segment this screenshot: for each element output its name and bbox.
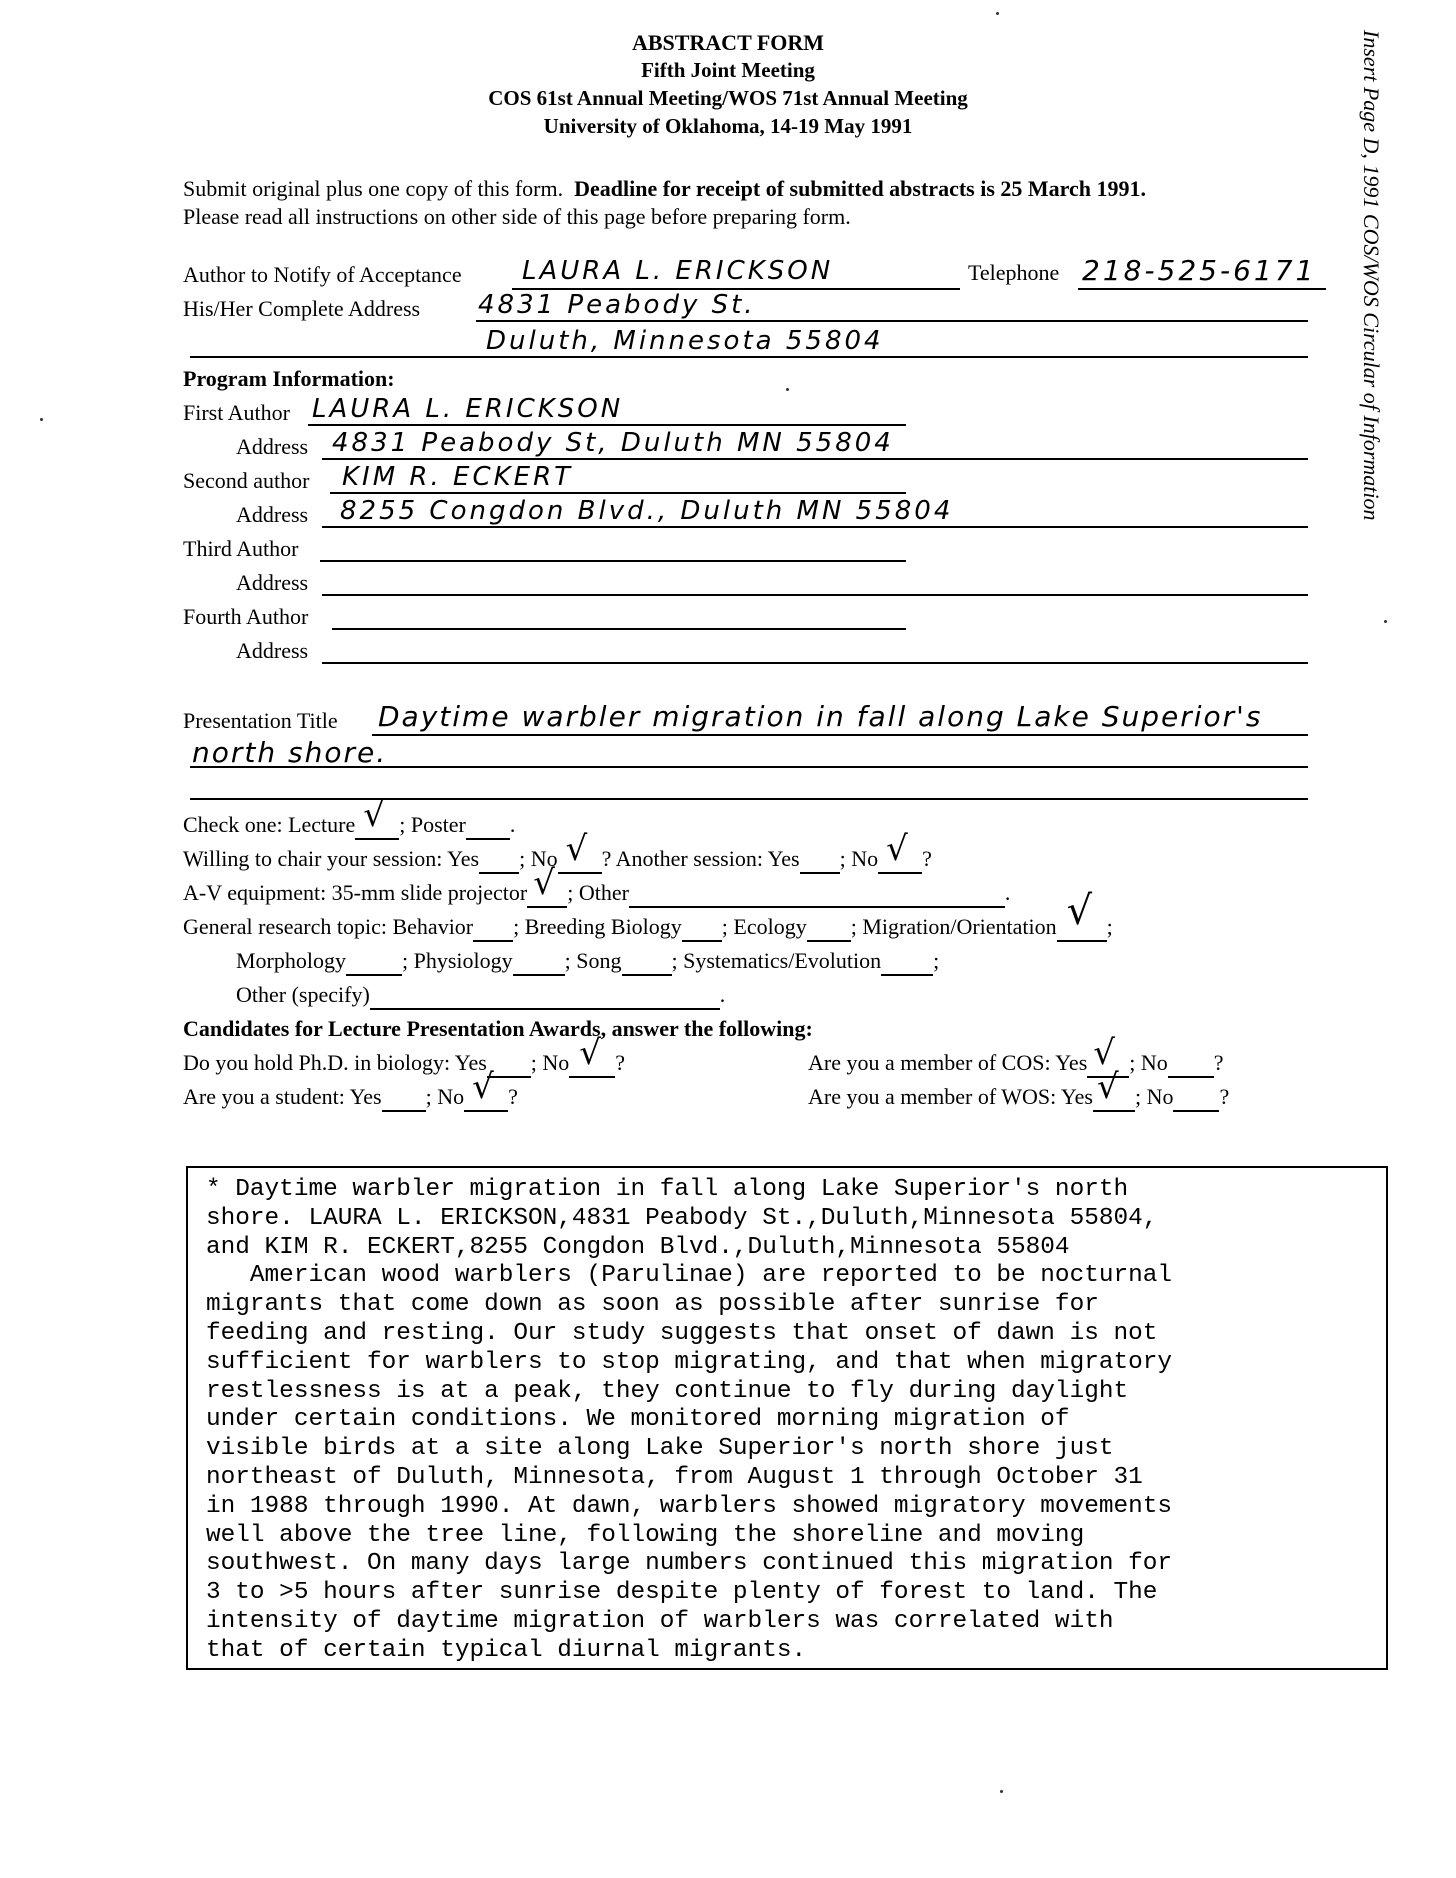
ecology-label: ; Ecology xyxy=(721,914,807,939)
projector-blank[interactable] xyxy=(527,863,567,908)
form-subtitle: Fifth Joint Meeting xyxy=(641,58,815,82)
scan-speck xyxy=(996,12,999,15)
presentation-title-value2[interactable]: north shore. xyxy=(192,736,388,769)
topic-row-2 xyxy=(236,948,939,976)
systematics-label: ; Systematics/Evolution xyxy=(671,948,882,973)
fourth-author-label: Fourth Author xyxy=(183,604,309,629)
wos-row xyxy=(808,1067,1230,1112)
cos-no-label: ; No xyxy=(1129,1050,1168,1075)
breeding-blank[interactable] xyxy=(682,914,722,942)
student-row xyxy=(183,1067,518,1112)
first-author-line xyxy=(308,424,906,426)
song-label: ; Song xyxy=(564,948,622,973)
student-label: Are you a student: Yes xyxy=(183,1084,382,1109)
morphology-blank[interactable] xyxy=(346,948,402,976)
third-address-label: Address xyxy=(236,570,309,595)
cos-q: ? xyxy=(1213,1050,1224,1075)
phd-no-checkmark: √ xyxy=(579,1033,601,1073)
chair-no-blank[interactable] xyxy=(558,829,602,874)
wos-q: ? xyxy=(1219,1084,1230,1109)
cos-label: Are you a member of COS: Yes xyxy=(808,1050,1088,1075)
phd-no-label: ; No xyxy=(530,1050,570,1075)
chair-no-checkmark: √ xyxy=(565,829,588,869)
check-one-label: Check one: Lecture xyxy=(183,812,356,837)
other-specify-label: Other (specify) xyxy=(236,982,370,1007)
address-line-1 xyxy=(476,320,1308,322)
av-period: . xyxy=(1004,880,1011,905)
instructions-line2: Please read all instructions on other side of this page before preparing form. xyxy=(183,204,851,229)
second-address-value[interactable]: 8255 Congdon Blvd., Duluth MN 55804 xyxy=(340,496,954,526)
student-q: ? xyxy=(508,1084,518,1109)
telephone-label: Telephone xyxy=(968,260,1060,285)
presentation-title-line-1 xyxy=(372,734,1308,736)
migration-checkmark: √ xyxy=(1066,888,1093,934)
poster-label: ; Poster xyxy=(399,812,466,837)
phd-no-blank[interactable] xyxy=(569,1033,615,1078)
av-label: A-V equipment: 35-mm slide projector xyxy=(183,880,528,905)
second-author-label: Second author xyxy=(183,468,310,493)
meeting-name: COS 61st Annual Meeting/WOS 71st Annual Meeting xyxy=(488,86,968,110)
third-author-line[interactable] xyxy=(320,560,906,562)
third-address-line[interactable] xyxy=(322,594,1308,596)
poster-blank[interactable] xyxy=(466,812,510,840)
morphology-label: Morphology xyxy=(236,948,346,973)
other-specify-blank[interactable] xyxy=(370,982,720,1010)
other-specify-row xyxy=(236,982,725,1010)
another-session-label: ? Another session: Yes xyxy=(601,846,800,871)
lecture-blank[interactable] xyxy=(355,795,399,840)
student-no-blank[interactable] xyxy=(464,1067,508,1112)
av-other-label: ; Other xyxy=(567,880,629,905)
phd-row xyxy=(183,1033,626,1078)
address-line-2 xyxy=(190,356,1308,358)
systematics-semicolon: ; xyxy=(933,948,940,973)
migration-blank[interactable] xyxy=(1057,888,1107,942)
address-line1-value[interactable]: 4831 Peabody St. xyxy=(478,290,756,320)
song-blank[interactable] xyxy=(622,948,672,976)
chair-yes-blank[interactable] xyxy=(479,846,519,874)
first-address-line xyxy=(322,458,1308,460)
presentation-title-line-3 xyxy=(190,798,1308,800)
author-notify-label: Author to Notify of Acceptance xyxy=(183,262,462,287)
scan-speck xyxy=(1384,620,1387,623)
first-author-label: First Author xyxy=(183,400,290,425)
awards-heading: Candidates for Lecture Presentation Awards, answer the following: xyxy=(183,1016,813,1041)
telephone-value[interactable]: 218-525-6171 xyxy=(1082,254,1317,287)
topic-label: General research topic: Behavior xyxy=(183,914,474,939)
abstract-text[interactable]: * Daytime warbler migration in fall along Lake Superior's north shore. LAURA L. ERICKSON,4831 Peabody St.,Duluth,Minnesota 55804, and KIM R. ECKERT,8255 Congdon Blvd.,Duluth,Minnesota 55804 American wood warblers (Parulinae) are reported to be nocturnal migrants that come down as soon as possible after sunrise for feeding and resting. Our study suggests that onset of dawn is not sufficient for warblers to stop migrating, and that when migratory restlessness is at a peak, they continue to fly during daylight under certain conditions. We monitored morning migration of visible birds at a site along Lake Superior's north shore just northeast of Duluth, Minnesota, from August 1 through October 31 in 1988 through 1990. At dawn, warblers showed migratory movements well above the tree line, following the shoreline and moving southwest. On many days large numbers continued this migration for 3 to >5 hours after sunrise despite plenty of forest to land. The intensity of daytime migration of warblers was correlated with that of certain typical diurnal migrants. xyxy=(206,1176,1173,1664)
student-no-checkmark: √ xyxy=(472,1067,494,1107)
cos-row xyxy=(808,1033,1224,1078)
physiology-label: ; Physiology xyxy=(402,948,513,973)
scan-speck xyxy=(786,388,789,391)
side-note: Insert Page D, 1991 COS/WOS Circular of Information xyxy=(1359,30,1384,521)
second-address-label: Address xyxy=(236,502,309,527)
address-line2-value[interactable]: Duluth, Minnesota 55804 xyxy=(486,326,884,356)
presentation-title-label: Presentation Title xyxy=(183,708,338,733)
ecology-blank[interactable] xyxy=(807,914,851,942)
telephone-line xyxy=(1078,288,1326,290)
author-notify-value[interactable]: LAURA L. ERICKSON xyxy=(522,256,834,286)
systematics-blank[interactable] xyxy=(881,948,933,976)
chair-row xyxy=(183,829,932,874)
wos-yes-blank[interactable] xyxy=(1093,1067,1135,1112)
projector-checkmark: √ xyxy=(533,863,555,903)
program-heading: Program Information: xyxy=(183,366,395,391)
scan-speck xyxy=(1000,1790,1003,1793)
migration-semicolon: ; xyxy=(1106,914,1113,939)
second-address-line xyxy=(322,526,1308,528)
student-no-label: ; No xyxy=(425,1084,465,1109)
wos-no-label: ; No xyxy=(1134,1084,1174,1109)
student-yes-blank[interactable] xyxy=(382,1084,426,1112)
instructions-deadline: Deadline for receipt of submitted abstracts is 25 March 1991. xyxy=(574,176,1147,201)
wos-no-blank[interactable] xyxy=(1173,1084,1219,1112)
third-author-label: Third Author xyxy=(183,536,299,561)
migration-label: ; Migration/Orientation xyxy=(850,914,1057,939)
other-specify-period: . xyxy=(719,982,726,1007)
av-other-blank[interactable] xyxy=(629,880,1005,908)
second-author-value[interactable]: KIM R. ECKERT xyxy=(342,462,574,492)
behavior-blank[interactable] xyxy=(473,914,513,942)
wos-yes-checkmark: √ xyxy=(1096,1067,1119,1107)
presentation-title-value1[interactable]: Daytime warbler migration in fall along Lake Superior's xyxy=(378,700,1263,733)
complete-address-label: His/Her Complete Address xyxy=(183,296,421,321)
second-author-line xyxy=(330,492,906,494)
phd-label: Do you hold Ph.D. in biology: Yes xyxy=(183,1050,487,1075)
cos-no-blank[interactable] xyxy=(1168,1050,1214,1078)
another-no-blank[interactable] xyxy=(878,829,922,874)
breeding-label: ; Breeding Biology xyxy=(513,914,682,939)
first-address-value[interactable]: 4831 Peabody St, Duluth MN 55804 xyxy=(332,428,894,458)
another-q: ? xyxy=(922,846,932,871)
wos-label: Are you a member of WOS: Yes xyxy=(808,1084,1093,1109)
meeting-venue: University of Oklahoma, 14-19 May 1991 xyxy=(543,114,913,138)
first-address-label: Address xyxy=(236,434,309,459)
form-title: ABSTRACT FORM xyxy=(631,30,825,55)
chair-label: Willing to chair your session: Yes xyxy=(183,846,480,871)
another-no-label: ; No xyxy=(839,846,879,871)
scan-speck xyxy=(40,418,43,421)
fourth-address-line[interactable] xyxy=(322,662,1308,664)
check-one-row xyxy=(183,795,516,840)
cos-yes-checkmark: √ xyxy=(1093,1033,1115,1073)
another-no-checkmark: √ xyxy=(886,829,908,869)
check-one-period: . xyxy=(509,812,516,837)
lecture-checkmark: √ xyxy=(363,795,385,835)
av-row xyxy=(183,863,1011,908)
fourth-address-label: Address xyxy=(236,638,309,663)
chair-no-label: ; No xyxy=(519,846,558,871)
instructions-line1 xyxy=(183,176,1146,202)
physiology-blank[interactable] xyxy=(513,948,565,976)
phd-q: ? xyxy=(615,1050,626,1075)
first-author-value[interactable]: LAURA L. ERICKSON xyxy=(312,394,624,424)
instructions-submit: Submit original plus one copy of this form. xyxy=(183,176,564,201)
another-yes-blank[interactable] xyxy=(800,846,840,874)
fourth-author-line[interactable] xyxy=(332,628,906,630)
